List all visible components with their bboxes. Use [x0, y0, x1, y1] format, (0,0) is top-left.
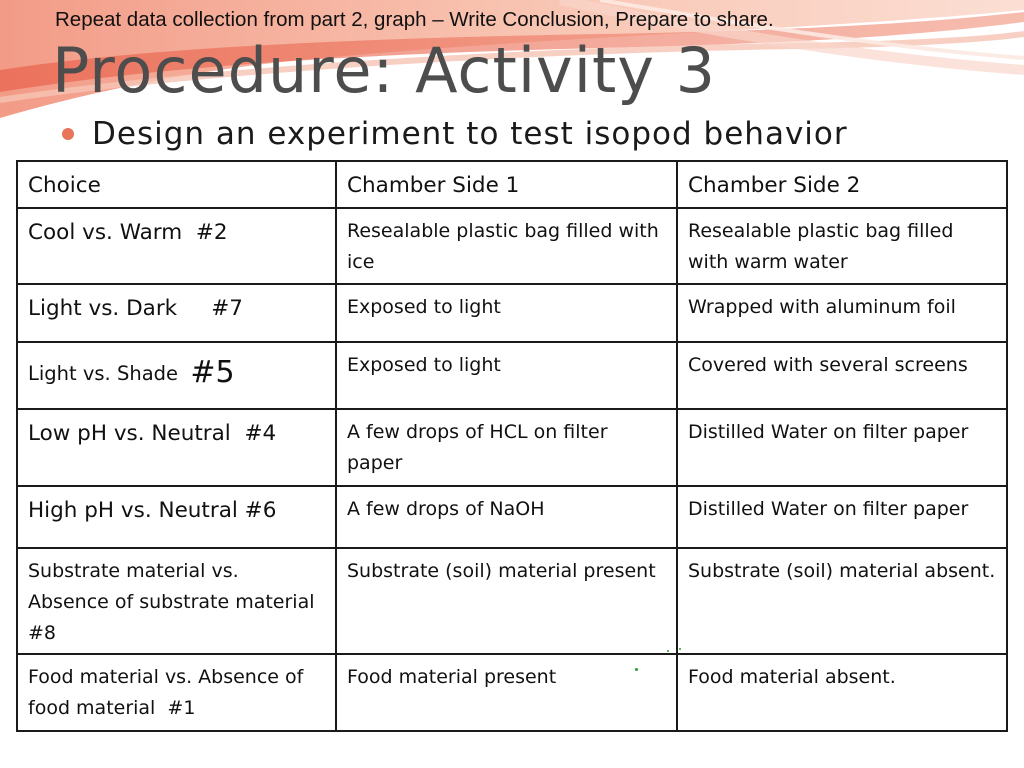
side2-cell: Food material absent. — [677, 654, 1007, 731]
experiment-table — [16, 160, 1008, 732]
header-choice: Choice — [17, 161, 336, 208]
side1-cell: Exposed to light — [336, 342, 677, 409]
bullet-text: Design an experiment to test isopod behavior — [92, 116, 848, 152]
table-header-row — [17, 161, 1007, 208]
choice-cell: High pH vs. Neutral #6 — [17, 486, 336, 548]
header-chamber-side-1: Chamber Side 1 — [336, 161, 677, 208]
side1-cell: Food material present — [336, 654, 677, 731]
bullet-dot-icon — [62, 128, 74, 140]
stray-dot-decoration — [635, 668, 638, 671]
header-chamber-side-2: Chamber Side 2 — [677, 161, 1007, 208]
table-row — [17, 409, 1007, 486]
table-row — [17, 486, 1007, 548]
choice-cell: Cool vs. Warm #2 — [17, 208, 336, 284]
side2-cell: Resealable plastic bag filled with warm water — [677, 208, 1007, 284]
side1-cell: Substrate (soil) material present — [336, 548, 677, 654]
slide-title: Procedure: Activity 3 — [52, 34, 717, 107]
side1-cell: A few drops of HCL on filter paper — [336, 409, 677, 486]
stray-dot-decoration — [667, 650, 669, 652]
choice-text: Light vs. Shade — [28, 362, 191, 385]
banner-instruction: Repeat data collection from part 2, graph – Write Conclusion, Prepare to share. — [55, 8, 774, 31]
side2-cell: Wrapped with aluminum foil — [677, 284, 1007, 342]
table-row — [17, 208, 1007, 284]
choice-cell: Light vs. Dark #7 — [17, 284, 336, 342]
side2-cell: Substrate (soil) material absent. — [677, 548, 1007, 654]
side1-cell: A few drops of NaOH — [336, 486, 677, 548]
table-row — [17, 548, 1007, 654]
side2-cell: Covered with several screens — [677, 342, 1007, 409]
side1-cell: Exposed to light — [336, 284, 677, 342]
table-row — [17, 284, 1007, 342]
side2-cell: Distilled Water on filter paper — [677, 409, 1007, 486]
choice-cell: Food material vs. Absence of food material #1 — [17, 654, 336, 731]
table-row — [17, 342, 1007, 409]
choice-cell: Low pH vs. Neutral #4 — [17, 409, 336, 486]
side2-cell: Distilled Water on filter paper — [677, 486, 1007, 548]
choice-cell — [17, 342, 336, 409]
choice-cell: Substrate material vs. Absence of substrate material #8 — [17, 548, 336, 654]
table-row — [17, 654, 1007, 731]
side1-cell: Resealable plastic bag filled with ice — [336, 208, 677, 284]
choice-number: #5 — [190, 355, 235, 390]
stray-dot-decoration — [679, 648, 681, 650]
